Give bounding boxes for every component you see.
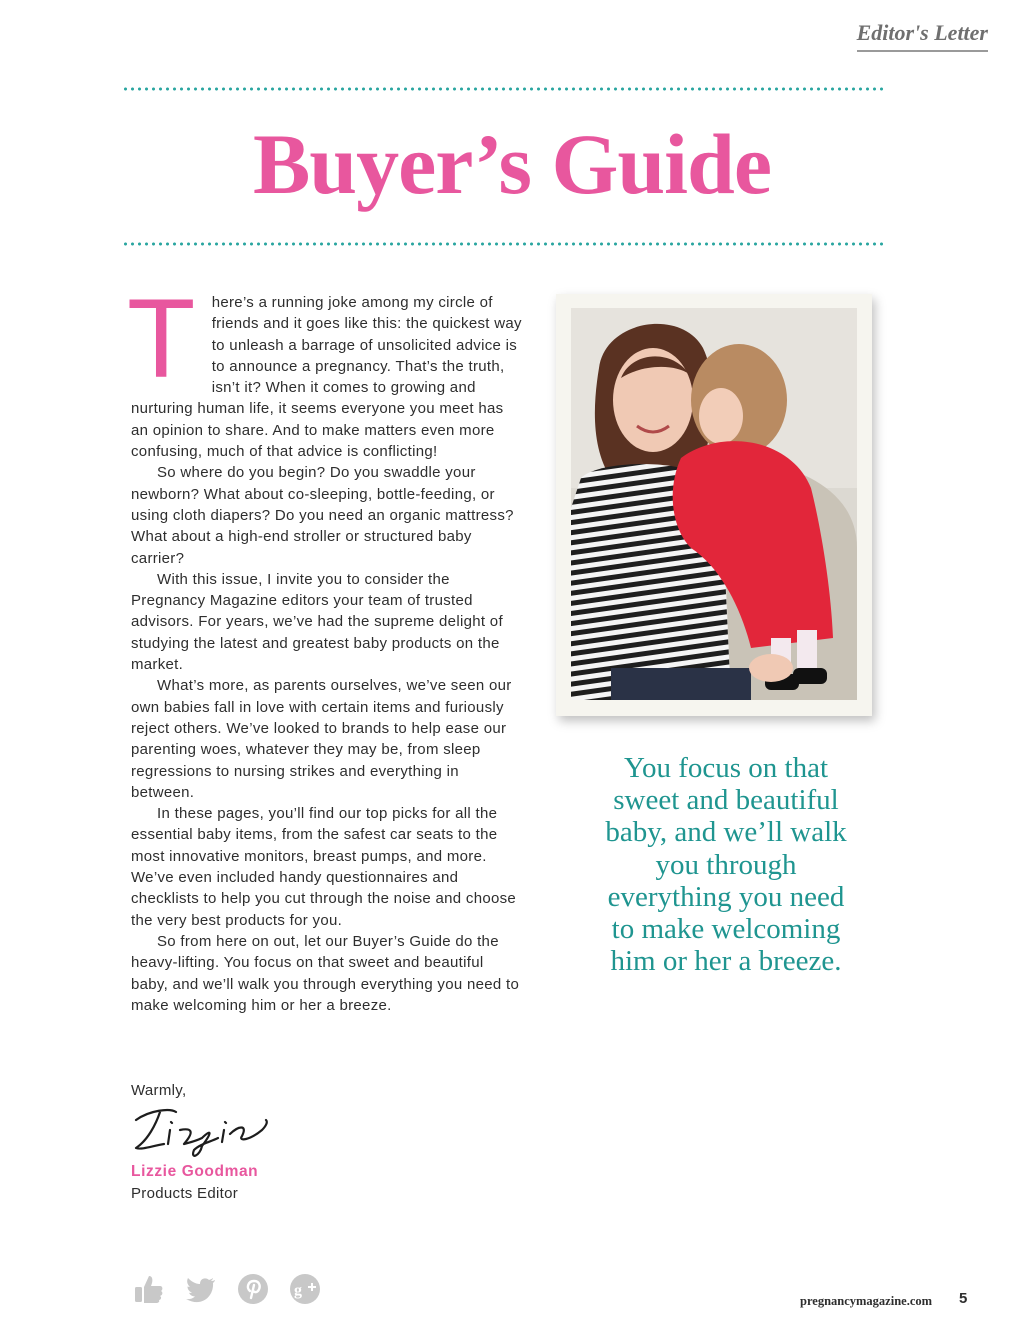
section-tag: Editor's Letter xyxy=(857,20,988,52)
photo-frame xyxy=(556,294,872,716)
letter-paragraph: So where do you begin? Do you swaddle your newborn? What about co-sleeping, bottle-feeding, or using cloth diapers? Do you need an organic mattress? What about a high-end stroller or structured baby carrier? xyxy=(131,464,514,567)
footer-website: pregnancymagazine.com xyxy=(800,1294,933,1308)
twitter-icon[interactable] xyxy=(184,1272,218,1306)
author-title: Products Editor xyxy=(131,1185,239,1202)
google-plus-icon[interactable] xyxy=(288,1272,322,1306)
svg-text:g: g xyxy=(294,1282,302,1299)
letter-paragraph: What’s more, as parents ourselves, we’ve seen our own babies fall in love with certain items and furiously reject others. We’ve looked to brands to help ease our parenting woes, whatever they may be, from sleep regressions to nursing strikes and everything in between. xyxy=(131,677,512,801)
page-number: 5 xyxy=(959,1290,968,1307)
social-share-bar xyxy=(132,1272,322,1306)
letter-body xyxy=(127,276,523,1016)
page-title: Buyer’s Guide xyxy=(252,116,772,212)
dotted-divider-top xyxy=(122,87,886,91)
signoff: Warmly, xyxy=(131,1082,187,1099)
drop-cap: T xyxy=(127,276,196,401)
like-icon[interactable] xyxy=(132,1272,166,1306)
mother-and-child-photo xyxy=(571,308,857,700)
handwritten-signature xyxy=(130,1100,280,1162)
photo-illustration xyxy=(571,308,857,700)
letter-paragraph: In these pages, you’ll find our top picks for all the essential baby items, from the safest car seats to the most innovative monitors, breast pumps, and more. We’ve even included handy questionnaires and checklists to help you cut through the noise and choose the very best products for you. xyxy=(131,805,517,929)
author-name: Lizzie Goodman xyxy=(131,1163,259,1180)
pull-quote: You focus on that sweet and beautiful baby, and we’ll walk you through everything you need to make welcoming him or her a breeze. xyxy=(605,752,847,978)
letter-paragraph: T here’s a running joke among my circle of friends and it goes like this: the quickest way to unleash a barrage of unsolicited advice is to announce a pregnancy. That’s the truth, isn’t it? When it comes to growing and nurturing human life, it seems everyone you meet has an opinion to share. And to make matters even more confusing, much of that advice is conflicting! xyxy=(127,276,522,461)
letter-paragraph: So from here on out, let our Buyer’s Guide do the heavy-lifting. You focus on that sweet and beautiful baby, and we’ll walk you through everything you need to make welcoming him or her a breeze. xyxy=(131,932,520,1014)
dotted-divider-bottom xyxy=(122,242,886,246)
pinterest-icon[interactable] xyxy=(236,1272,270,1306)
letter-paragraph: With this issue, I invite you to consider the Pregnancy Magazine editors your team of trusted advisors. For years, we’ve had the supreme delight of studying the latest and greatest baby products on the market. xyxy=(131,570,503,674)
